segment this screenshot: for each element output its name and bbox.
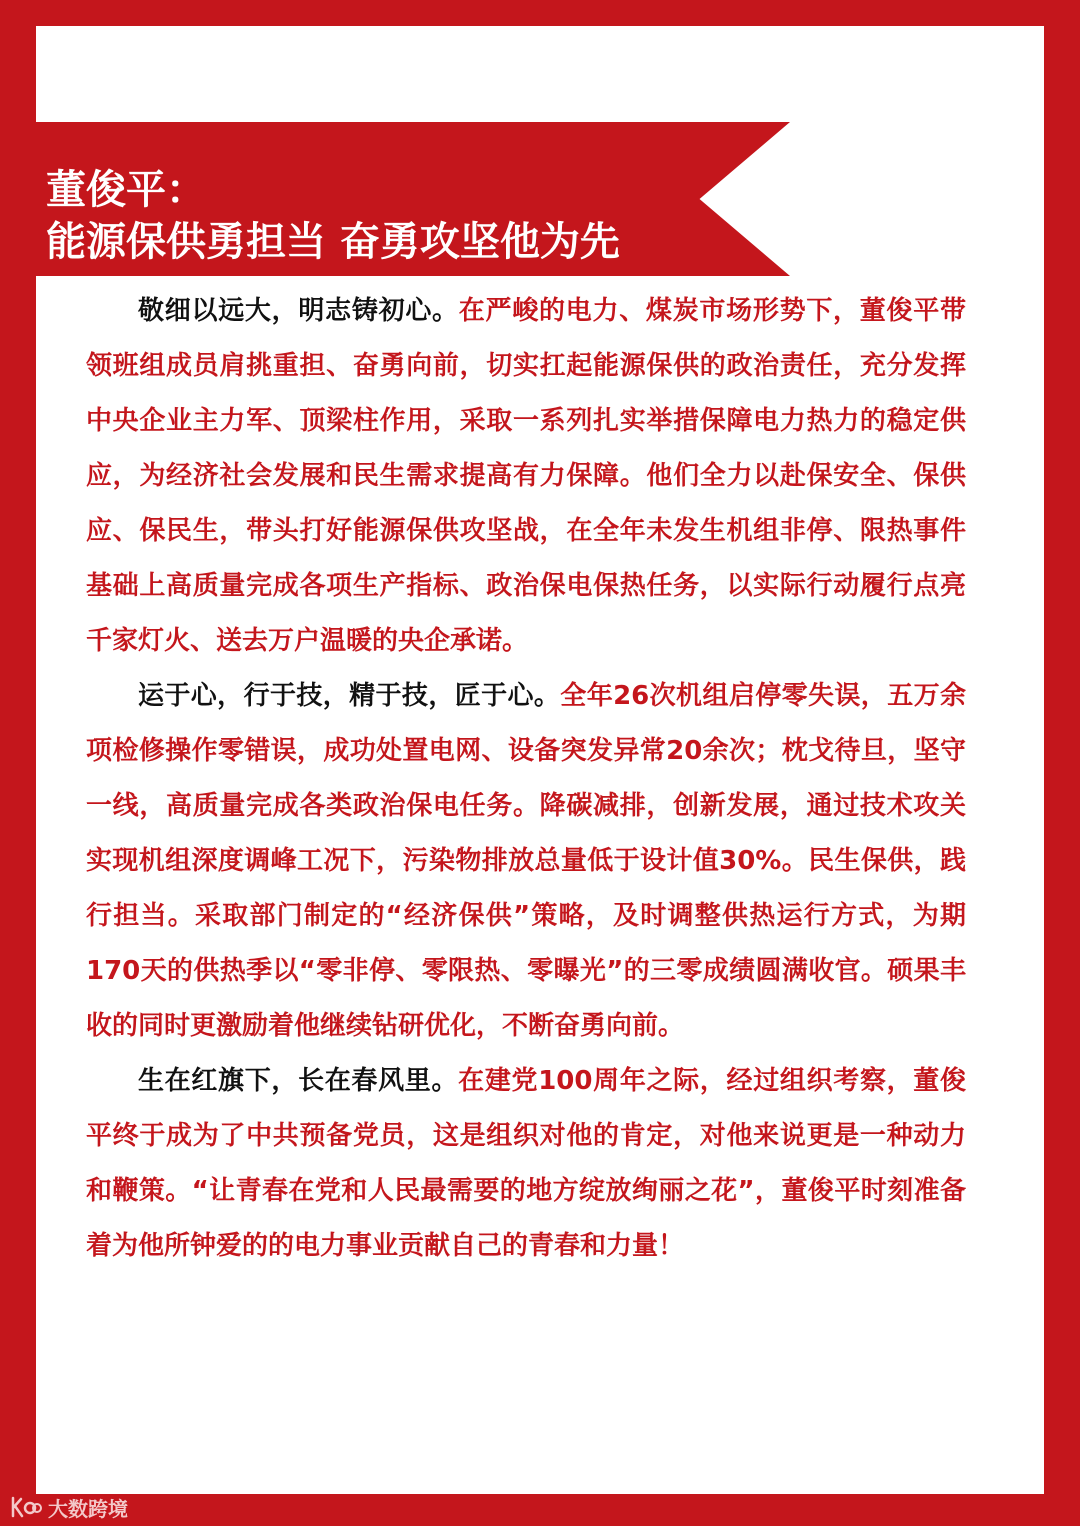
paragraph-1 bbox=[86, 284, 966, 669]
title-name: 董俊平： bbox=[46, 167, 206, 213]
paragraph-lead: 运于心，行于技，精于技，匠于心。 bbox=[138, 681, 561, 711]
paragraph-text: 在严峻的电力、煤炭市场形势下，董俊平带领班组成员肩挑重担、奋勇向前，切实扛起能源保供的政治责任，充分发挥中央企业主力军、顶梁柱作用，采取一系列扎实举措保障电力热力的稳定供应，为经济社会发展和民生需求提高有力保障。他们全力以赴保安全、保供应、保民生，带头打好能源保供攻坚战，在全年未发生机组非停、限热事件基础上高质量完成各项生产指标、政治保电保热任务，以实际行动履行点亮千家灯火、送去万户温暖的央企承诺。 bbox=[86, 296, 966, 656]
article-body bbox=[86, 284, 966, 1274]
paragraph-text: 在建党100周年之际，经过组织考察，董俊平终于成为了中共预备党员，这是组织对他的肯定，对他来说更是一种动力和鞭策。“让青春在党和人民最需要的地方绽放绚丽之花”，董俊平时刻准备着为他所钟爱的的电力事业贡献自己的青春和力量！ bbox=[86, 1066, 966, 1261]
paragraph-3 bbox=[86, 1054, 966, 1274]
paragraph-lead: 生在红旗下，长在春风里。 bbox=[138, 1066, 459, 1096]
paragraph-2 bbox=[86, 669, 966, 1054]
k100-logo-icon bbox=[10, 1495, 42, 1519]
paragraph-lead: 敬细以远大，明志铸初心。 bbox=[138, 296, 459, 326]
title-headline: 能源保供勇担当 奋勇攻坚他为先 bbox=[46, 219, 620, 265]
watermark bbox=[10, 1492, 128, 1522]
watermark-text: 大数跨境 bbox=[48, 1496, 128, 1521]
paragraph-text: 全年26次机组启停零失误，五万余项检修操作零错误，成功处置电网、设备突发异常20余次；枕戈待旦，坚守一线，高质量完成各类政治保电任务。降碳减排，创新发展，通过技术攻关实现机组深度调峰工况下，污染物排放总量低于设计值30%。民生保供，践行担当。采取部门制定的“经济保供”策略，及时调整供热运行方式，为期170天的供热季以“零非停、零限热、零曝光”的三零成绩圆满收官。硕果丰收的同时更激励着他继续钻研优化，不断奋勇向前。 bbox=[86, 681, 966, 1041]
paper-panel bbox=[36, 26, 1044, 1494]
